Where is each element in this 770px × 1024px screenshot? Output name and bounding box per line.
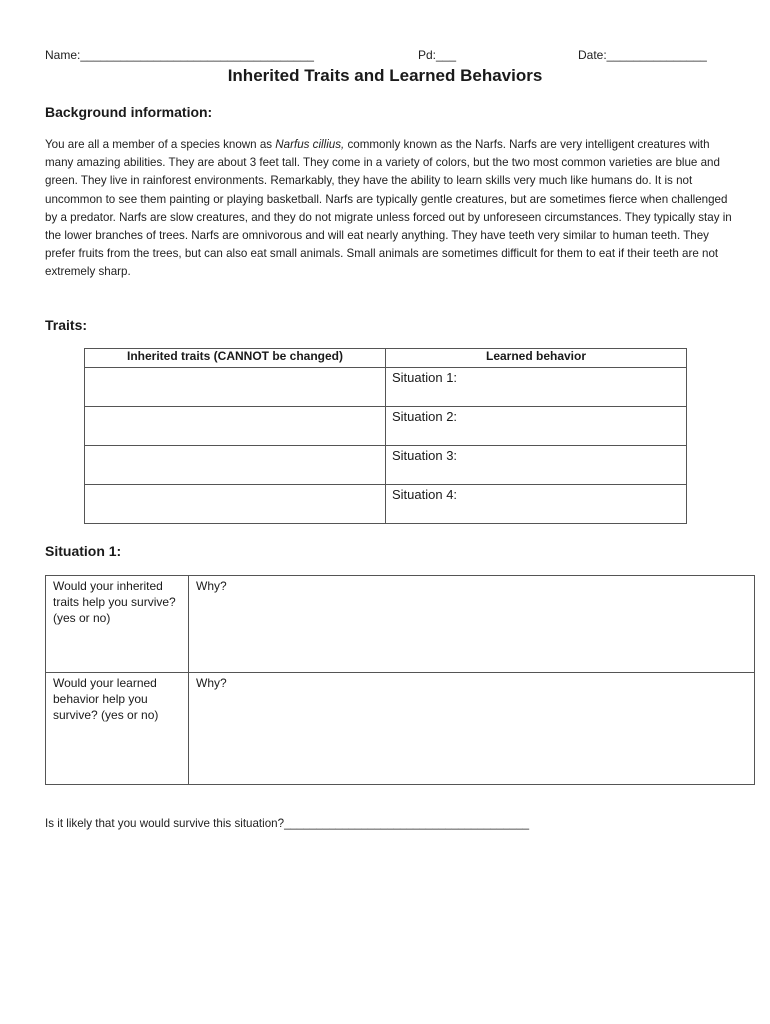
learned-behavior-cell[interactable]: Situation 1: bbox=[386, 368, 687, 407]
situation-table bbox=[45, 575, 755, 785]
why-answer-cell[interactable]: Why? bbox=[189, 576, 755, 673]
learned-behavior-header: Learned behavior bbox=[386, 349, 687, 368]
name-field[interactable]: Name:___________________________________ bbox=[45, 48, 314, 62]
table-row bbox=[85, 446, 687, 485]
species-name: Narfus cillius, bbox=[275, 138, 345, 151]
table-row bbox=[46, 576, 755, 673]
inherited-trait-cell[interactable] bbox=[85, 485, 386, 524]
traits-header-row bbox=[85, 349, 687, 368]
table-row bbox=[85, 485, 687, 524]
why-answer-cell[interactable]: Why? bbox=[189, 673, 755, 785]
paragraph-intro: You are all a member of a species known as bbox=[45, 138, 276, 151]
learned-behavior-cell[interactable]: Situation 4: bbox=[386, 485, 687, 524]
inherited-traits-header: Inherited traits (CANNOT be changed) bbox=[85, 349, 386, 368]
inherited-trait-cell[interactable] bbox=[85, 446, 386, 485]
background-paragraph bbox=[45, 136, 735, 282]
table-row bbox=[85, 407, 687, 446]
period-field[interactable]: Pd:___ bbox=[418, 48, 457, 62]
table-row bbox=[46, 673, 755, 785]
survival-question[interactable]: Is it likely that you would survive this situation?______________________________________ bbox=[45, 817, 530, 830]
page-title: Inherited Traits and Learned Behaviors bbox=[227, 66, 543, 85]
situation-heading: Situation 1: bbox=[45, 543, 122, 559]
traits-table bbox=[84, 348, 687, 524]
inherited-trait-cell[interactable] bbox=[85, 407, 386, 446]
learned-behavior-cell[interactable]: Situation 2: bbox=[386, 407, 687, 446]
traits-heading: Traits: bbox=[45, 317, 88, 333]
inherited-trait-cell[interactable] bbox=[85, 368, 386, 407]
learned-behavior-cell[interactable]: Situation 3: bbox=[386, 446, 687, 485]
paragraph-body: commonly known as the Narfs. Narfs are very intelligent creatures with many amazing abilities. They are about 3 feet tall. They come in a variety of colors, but the two most common varieties are blue and green. They live in rainforest environments. Remarkably, they have the ability to learn skills very much like humans do. It is not uncommon to see them painting or playing basketball. Narfs are typically gentle creatures, but are sometimes fierce when challenged by a predator. Narfs are slow creatures, and they do not migrate unless forced out by unforeseen circumstances. They typically stay in the lower branches of trees. Narfs are omnivorous and will eat nearly anything. They have teeth very similar to human teeth. They prefer fruits from the trees, but can also eat small animals. Small animals are sometimes difficult for them to eat if their teeth are not extremely sharp. bbox=[45, 138, 732, 279]
background-heading: Background information: bbox=[45, 104, 213, 120]
table-row bbox=[85, 368, 687, 407]
date-field[interactable]: Date:_______________ bbox=[578, 48, 707, 62]
inherited-traits-question: Would your inherited traits help you survive? (yes or no) bbox=[46, 576, 189, 673]
learned-behavior-question: Would your learned behavior help you survive? (yes or no) bbox=[46, 673, 189, 785]
